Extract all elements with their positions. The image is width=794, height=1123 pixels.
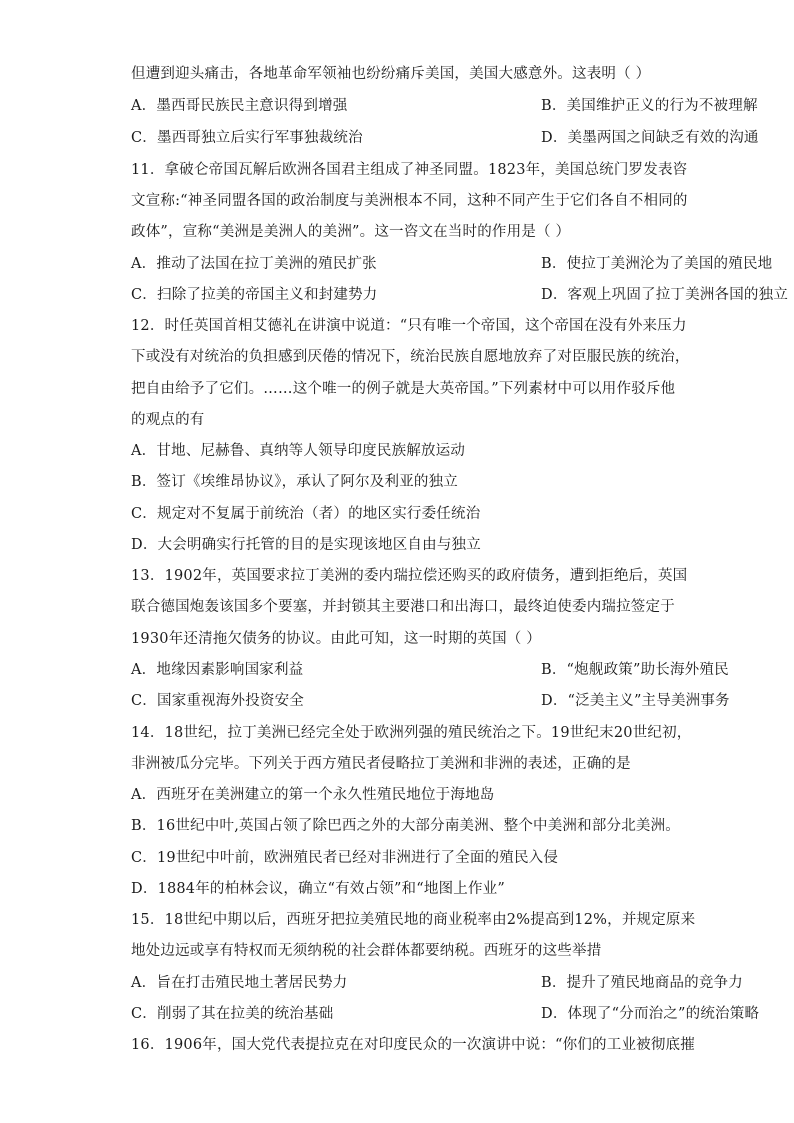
option-b: B．提升了殖民地商品的竞争力 [541, 975, 743, 991]
option-d: D．“泛美主义”主导美洲事务 [541, 693, 730, 709]
option-d: D．1884年的柏林会议，确立“有效占领”和“地图上作业” [131, 881, 505, 897]
question-11-stem: 文宣称:“神圣同盟各国的政治制度与美洲根本不同，这种不同产生于它们各自不相同的 [131, 193, 688, 209]
option-a: A．旨在打击殖民地土著居民势力 [131, 975, 348, 991]
question-14-stem: 非洲被瓜分完毕。下列关于西方殖民者侵略拉丁美洲和非洲的表述，正确的是 [131, 756, 631, 772]
question-15-options-row-1 [131, 973, 743, 993]
option-b: B．美国维护正义的行为不被理解 [541, 98, 758, 114]
option-a: A．甘地、尼赫鲁、真纳等人领导印度民族解放运动 [131, 443, 466, 459]
question-10-options-row-1 [131, 96, 758, 116]
option-a: A．西班牙在美洲建立的第一个永久性殖民地位于海地岛 [131, 787, 495, 803]
question-15-stem: 地处边远或享有特权而无须纳税的社会群体都要纳税。西班牙的这些举措 [131, 943, 602, 959]
question-15-stem: 15．18世纪中期以后，西班牙把拉美殖民地的商业税率由2%提高到12%，并规定原来 [131, 912, 696, 928]
option-d: D．体现了“分而治之”的统治策略 [541, 1006, 760, 1022]
option-c: C．削弱了其在拉美的统治基础 [131, 1006, 334, 1022]
question-12-stem: 的观点的有 [131, 412, 205, 428]
option-b: B．使拉丁美洲沦为了美国的殖民地 [541, 256, 773, 272]
question-16-stem: 16．1906年，国大党代表提拉克在对印度民众的一次演讲中说：“你们的工业被彻底摧 [131, 1037, 695, 1053]
option-a: A．地缘因素影响国家利益 [131, 662, 304, 678]
question-12-stem: 12．时任英国首相艾德礼在讲演中说道：“只有唯一个帝国，这个帝国在没有外来压力 [131, 318, 687, 334]
question-15-options-row-2 [131, 1004, 760, 1024]
option-c: C．规定对不复属于前统治（者）的地区实行委任统治 [131, 506, 481, 522]
option-a: A．推动了法国在拉丁美洲的殖民扩张 [131, 256, 377, 272]
option-a: A．墨西哥民族民主意识得到增强 [131, 98, 348, 114]
option-d: D．客观上巩固了拉丁美洲各国的独立 [541, 287, 789, 303]
option-c: C．19世纪中叶前，欧洲殖民者已经对非洲进行了全面的殖民入侵 [131, 850, 559, 866]
question-13-options-row-1 [131, 660, 729, 680]
option-b: B．签订《埃维昂协议》，承认了阿尔及利亚的独立 [131, 474, 459, 490]
question-11-stem: 11．拿破仑帝国瓦解后欧洲各国君主组成了神圣同盟。1823年，美国总统门罗发表咨 [131, 162, 688, 178]
question-13-stem: 联合德国炮轰该国多个要塞，并封锁其主要港口和出海口，最终迫使委内瑞拉签定于 [131, 599, 675, 615]
question-13-stem: 1930年还清拖欠债务的协议。由此可知，这一时期的英国（ ） [131, 631, 542, 647]
question-12-stem: 把自由给予了它们。……这个唯一的例子就是大英帝国。”下列素材中可以用作驳斥他 [131, 381, 676, 397]
option-d: D．美墨两国之间缺乏有效的沟通 [541, 130, 759, 146]
question-11-options-row-2 [131, 285, 789, 305]
option-b: B．“炮舰政策”助长海外殖民 [541, 662, 729, 678]
question-10-options-row-2 [131, 128, 759, 148]
option-d: D．大会明确实行托管的目的是实现该地区自由与独立 [131, 537, 481, 553]
option-b: B．16世纪中叶,英国占领了除巴西之外的大部分南美洲、整个中美洲和部分北美洲。 [131, 818, 681, 834]
question-11-stem: 政体”，宣称“美洲是美洲人的美洲”。这一咨文在当时的作用是（ ） [131, 224, 571, 240]
question-14-stem: 14．18世纪，拉丁美洲已经完全处于欧洲列强的殖民统治之下。19世纪末20世纪初， [131, 725, 692, 741]
option-c: C．国家重视海外投资安全 [131, 693, 304, 709]
question-12-stem: 下或没有对统治的负担感到厌倦的情况下，统治民族自愿地放弃了对臣服民族的统治， [131, 349, 690, 365]
option-c: C．扫除了拉美的帝国主义和封建势力 [131, 287, 378, 303]
option-c: C．墨西哥独立后实行军事独裁统治 [131, 130, 363, 146]
question-10-stem-end: 但遭到迎头痛击，各地革命军领袖也纷纷痛斥美国，美国大感意外。这表明（ ） [131, 66, 651, 82]
question-13-stem: 13．1902年，英国要求拉丁美洲的委内瑞拉偿还购买的政府债务，遭到拒绝后，英国 [131, 568, 688, 584]
question-11-options-row-1 [131, 254, 773, 274]
question-13-options-row-2 [131, 691, 730, 711]
